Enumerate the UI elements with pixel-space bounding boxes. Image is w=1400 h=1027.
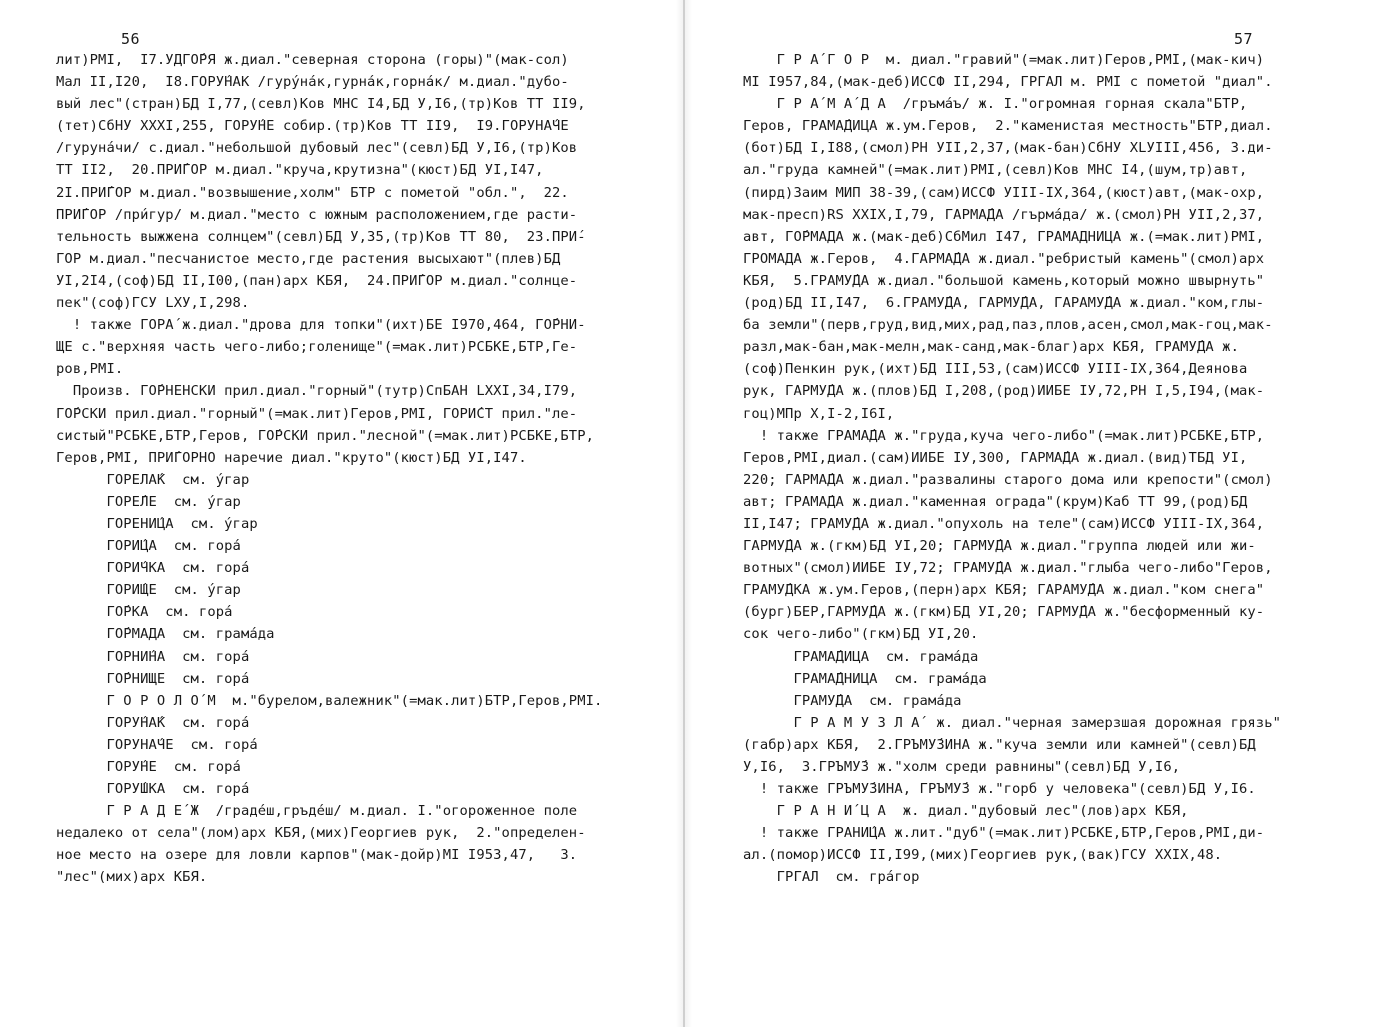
text-line: мак-пресп)RS XXIX,I,79, ГАРМА́ДА /гърма́да/ ж.(смол)РН УII,2,37, [743, 207, 1265, 223]
text-line: ГОРИ́ЧКА см. гора́ [56, 561, 250, 577]
text-line: ! также ГОРА́ ж.диал."дрова для топки"(ихт)БЕ I970,464, ГО́РНИ- [56, 318, 586, 334]
text-line: Геров,РМI, ПРИ́ГОРНО наречие диал."круто"(кюст)БД УI,I47. [56, 450, 527, 466]
text-line: Мал II,I20, I8.ГОРУ́НАК /гуру́на́к,гурна́к,горна́к/ м.диал."дубо- [56, 75, 569, 91]
text-line: гоц)МПр X,I-2,I6I, [743, 406, 895, 422]
text-line: 2I.ПРИ́ГОР м.диал."возвышение,холм" БТР с пометой "обл.", 22. [56, 185, 569, 201]
text-line: ГРГАЛ см. гра́гор [743, 870, 920, 886]
text-line: ба земли"(перв,груд,вид,мих,рад,паз,плов,асен,смол,мак-гоц,мак- [743, 318, 1273, 334]
text-line: рук, ГАРМУ́ДА ж.(плов)БД I,208,(род)ИИБЕ IУ,72,РН I,5,I94,(мак- [743, 384, 1265, 400]
text-line: ГРАМА́ДИЦА см. грама́да [743, 649, 979, 665]
text-line: ГОРЕ́ЛЕ см. у́гар [56, 494, 241, 510]
text-line: систый"РСБКЕ,БТР,Геров, ГО́РСКИ прил."лесной"(=мак.лит)РСБКЕ,БТР, [56, 428, 595, 444]
text-line: разл,мак-бан,мак-мелн,мак-санд,мак-благ)арх КБЯ, ГРАМУ́ДА ж. [743, 340, 1240, 356]
text-line: ! также ГРАНИ́ЦА ж.лит."дуб"(=мак.лит)РСБКЕ,БТР,Геров,РМI,ди- [743, 826, 1265, 842]
text-line: (бот)БД I,I88,(смол)РН УII,2,37,(мак-бан)СбНУ XLУIII,456, 3.ди- [743, 141, 1273, 157]
text-line: ГОРУ́НЕ см. гора́ [56, 760, 241, 775]
text-line: Г Р А Н И́ Ц А ж. диал."дубовый лес"(лов)арх КБЯ, [743, 804, 1189, 820]
text-line: II,I47; ГРАМУ́ДА ж.диал."опухоль на теле"(сам)ИССФ УIII-IX,364, [743, 516, 1265, 532]
text-line: МI I957,84,(мак-деб)ИССФ II,294, ГРГАЛ м. РМI с пометой "диал". [743, 75, 1273, 91]
page-number: 57 [1234, 30, 1254, 48]
text-line: ГОРИ́ЦА см. гора́ [56, 539, 241, 555]
text-line: ГО́РСКИ прил.диал."горный"(=мак.лит)Геров,РМI, ГОРИ́СТ прил."ле- [56, 406, 578, 422]
text-line: (тет)СбНУ XXXI,255, ГОРУ́НЕ собир.(тр)Ков ТТ II9, I9.ГОРУНА́ЧЕ [56, 119, 569, 135]
text-line: ров,РМI. [56, 362, 124, 378]
text-line: авт; ГРАМА́ДА ж.диал."каменная ограда"(крум)Каб ТТ 99,(род)БД [743, 494, 1248, 510]
text-line: (габр)арх КБЯ, 2.ГРЪМУ́ЗИНА ж."куча земли или камней"(севл)БД [743, 737, 1256, 753]
text-line: ТТ II2, 20.ПРИ́ГОР м.диал."круча,крутизна"(кюст)БД УI,I47, [56, 163, 544, 179]
text-line: вый лес"(стран)БД I,77,(севл)Ков МНС I4,БД У,I6,(тр)Ков ТТ II9, [56, 97, 586, 113]
text-line: Геров,РМI,диал.(сам)ИИБЕ IУ,300, ГАРМА́ДА ж.диал.(вид)ТБД УI, [743, 450, 1248, 466]
left-page-text [56, 50, 603, 890]
text-line: пек"(соф)ГСУ LXУ,I,298. [56, 296, 250, 312]
text-line: Геров, ГРАМА́ДИЦА ж.ум.Геров, 2."каменистая местность"БТР,диал. [743, 119, 1273, 135]
text-line: ПРИ́ГОР /при́гур/ м.диал."место с южным расположением,где расти- [56, 207, 578, 223]
text-line: ал."груда камней"(=мак.лит)РМI,(севл)Ков МНС I4,(шум,тр)авт, [743, 163, 1248, 179]
text-line: ГОРУНА́ЧЕ см. гора́ [56, 737, 258, 753]
text-line: ал.(помор)ИССФ II,I99,(мих)Георгиев рук,(вак)ГСУ XXIX,48. [743, 848, 1223, 864]
text-line: тельность выжжена солнцем"(севл)БД У,35,(тр)Ков ТТ 80, 23.ПРИ́- [56, 229, 586, 245]
text-line: КБЯ, 5.ГРАМУ́ДА ж.диал."большой камень,который можно швырнуть" [743, 273, 1265, 289]
text-line: ! также ГРАМА́ДА ж."груда,куча чего-либо"(=мак.лит)РСБКЕ,БТР, [743, 428, 1265, 444]
text-line: ГРОМАДА ж.Геров, 4.ГАРМА́ДА ж.диал."ребристый камень"(смол)арх [743, 251, 1265, 267]
text-line: недалеко от села"(лом)арх КБЯ,(мих)Георгиев рук, 2."определен- [56, 826, 586, 842]
text-line: Г Р А М У З Л А́ ж. диал."черная замерзшая дорожная грязь" [743, 715, 1282, 731]
text-line: ГОРЕЛА́К см. у́гар [56, 472, 250, 488]
text-line: /гуруна́чи/ с.диал."небольшой дубовый лес"(севл)БД У,I6,(тр)Ков [56, 141, 578, 157]
text-line: (род)БД II,I47, 6.ГРАМУ́ДА, ГАРМУ́ДА, ГАРАМУ́ДА ж.диал."ком,глы- [743, 296, 1265, 312]
text-line: 220; ГАРМА́ДА ж.диал."развалины старого дома или крепости"(смол) [743, 472, 1273, 488]
text-line: ГОРНИ́НА см. гора́ [56, 649, 250, 665]
text-line: авт, ГО́РМАДА ж.(мак-деб)СбМил I47, ГРАМАДНИЦА ж.(=мак.лит)РМI, [743, 229, 1265, 245]
text-line: сок чего-либо"(гкм)БД УI,20. [743, 627, 979, 643]
text-line: ГОРИ́ЩЕ см. у́гар [56, 583, 241, 599]
text-line: ГОРЕНИ́ЦА см. у́гар [56, 516, 258, 532]
text-line: вотных"(смол)ИИБЕ IУ,72; ГРАМУ́ДА ж.диал."глыба чего-либо"Геров, [743, 561, 1273, 577]
text-line: (бург)БЕР,ГАРМУ́ДА ж.(гкм)БД УI,20; ГАРМУ́ДА ж."бесформенный ку- [743, 605, 1265, 621]
text-line: ГРАМУ́ДКА ж.ум.Геров,(перн)арх КБЯ; ГАРАМУ́ДА ж.диал."ком снега" [743, 583, 1265, 599]
text-line: ЩЕ с."верхняя часть чего-либо;голенище"(=мак.лит)РСБКЕ,БТР,Ге- [56, 340, 578, 356]
text-line: "лес"(мих)арх КБЯ. [56, 870, 208, 886]
left-page [0, 0, 676, 1027]
page-number: 56 [121, 30, 141, 48]
text-line: У,I6, 3.ГРЪМУ́З ж."холм среди равнины"(севл)БД У,I6, [743, 760, 1181, 775]
text-line: УI,2I4,(соф)БД II,I00,(пан)арх КБЯ, 24.ПРИ́ГОР м.диал."солнце- [56, 273, 578, 289]
text-line: Г Р А Д Е́ Ж /граде́ш,гръде́ш/ м.диал. I."огороженное поле [56, 804, 578, 820]
right-page [692, 0, 1400, 1027]
text-line: ГО́РНИЩЕ см. гора́ [56, 671, 250, 687]
text-line: ГРАМА́ДНИЦА см. грама́да [743, 671, 987, 687]
text-line: ! также ГРЪМУ́ЗИНА, ГРЪМУ́З ж."горб у человека"(севл)БД У,I6. [743, 782, 1256, 798]
text-line: ГОРУ́НА́К см. гора́ [56, 715, 250, 731]
text-line: ГО́РКА см. гора́ [56, 605, 233, 621]
text-line: (пирд)Заим МИП 38-39,(сам)ИССФ УIII-IX,364,(кюст)авт,(мак-охр, [743, 185, 1265, 201]
text-line: лит)PMI, I7.УДГО́РЯ ж.диал."северная сторона (горы)"(мак-сол) [56, 53, 569, 68]
text-line: ГРАМУ́ДА см. грама́да [743, 693, 962, 709]
text-line: ГОР м.диал."песчанистое место,где растения высыхают"(плев)БД [56, 251, 561, 267]
text-line: ное место на озере для ловли карпов"(мак-дойр)МI I953,47, 3. [56, 848, 578, 864]
text-line: Г Р А́ Г О Р м. диал."гравий"(=мак.лит)Геров,РМI,(мак-кич) [743, 53, 1265, 68]
text-line: Г О Р О Л О́ М м."бурелом,валежник"(=мак.лит)БТР,Геров,РМI. [56, 693, 603, 709]
book-spine [683, 0, 685, 1027]
text-line: Произв. ГО́РНЕНСКИ прил.диал."горный"(тутр)СпБАН LXXI,34,I79, [56, 384, 578, 400]
text-line: ГАРМУ́ДА ж.(гкм)БД УI,20; ГАРМУ́ДА ж.диал."группа людей или жи- [743, 539, 1256, 555]
right-page-text [743, 50, 1282, 890]
text-line: ГОРУ́ШКА см. гора́ [56, 782, 250, 798]
text-line: (соф)Пенкин рук,(ихт)БД III,53,(сам)ИССФ УIII-IX,364,Деянова [743, 362, 1248, 378]
text-line: ГО́РМАДА см. грама́да [56, 627, 275, 643]
text-line: Г Р А́ М А́ Д А /гръма́ъ/ ж. I."огромная горная скала"БТР, [743, 97, 1248, 113]
